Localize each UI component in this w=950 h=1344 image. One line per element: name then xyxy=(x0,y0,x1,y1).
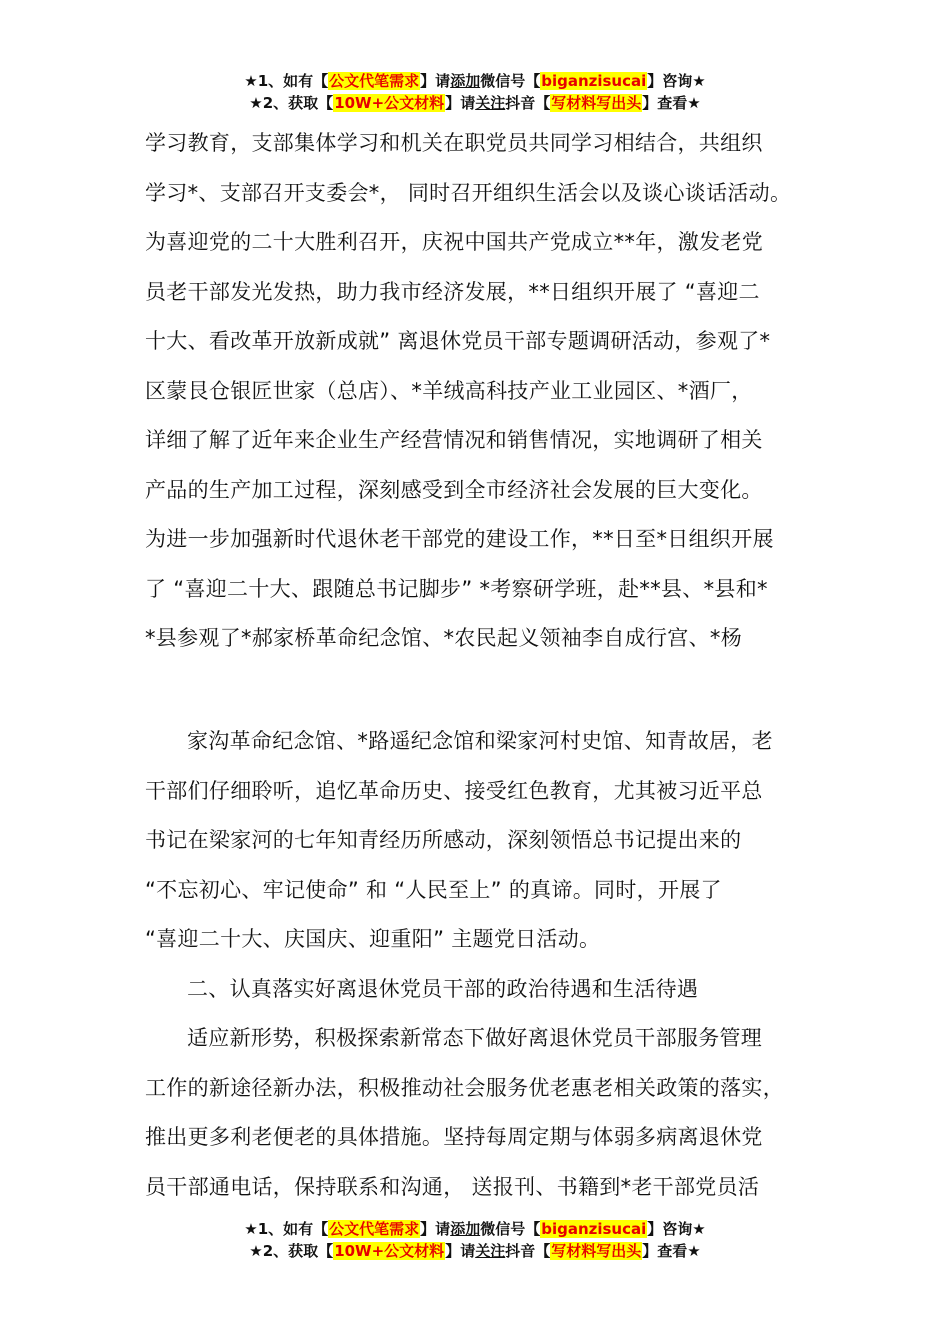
header-highlight-douyin: 写材料写出头 xyxy=(551,94,642,112)
header-highlight-service: 公文代笔需求 xyxy=(329,72,420,90)
text-line: 适应新形势，积极探索新常态下做好离退休党员干部服务管理 xyxy=(187,1026,763,1050)
header-line-2-pre: ★2、获取【 xyxy=(249,94,334,112)
header-line-1-mid2: 微信号【 xyxy=(480,72,541,90)
header-banner-top xyxy=(0,70,950,114)
text-line: *县参观了*郝家桥革命纪念馆、*农民起义领袖李自成行宫、*杨 xyxy=(145,626,742,650)
section-heading: 二、认真落实好离退休党员干部的政治待遇和生活待遇 xyxy=(187,976,699,1001)
footer-line-1-pre: ★1、如有【 xyxy=(244,1220,329,1238)
text-line: 学习教育，支部集体学习和机关在职党员共同学习相结合，共组织 xyxy=(145,131,763,155)
footer-highlight-service: 公文代笔需求 xyxy=(329,1220,420,1238)
footer-line-2-post: 】查看★ xyxy=(642,1242,701,1260)
body-section-2 xyxy=(145,717,825,1212)
text-line: 员老干部发光发热，助力我市经济发展，**日组织开展了 “喜迎二 xyxy=(145,279,760,304)
header-highlight-wechat: biganzisucai xyxy=(541,72,647,90)
footer-highlight-materials: 10W+公文材料 xyxy=(334,1242,445,1260)
text-line: 学习*、支部召开支委会*， 同时召开组织生活会以及谈心谈话活动。 xyxy=(145,180,792,205)
text-line: 工作的新途径新办法，积极推动社会服务优老惠老相关政策的落实， xyxy=(145,1075,784,1100)
header-line-2-mid1: 】请 xyxy=(445,94,476,112)
footer-line-1-mid2: 微信号【 xyxy=(480,1220,541,1238)
text-line: 了 “喜迎二十大、跟随总书记脚步” *考察研学班，赴**县、*县和* xyxy=(145,576,768,601)
header-line-1-mid1: 】请 xyxy=(420,72,451,90)
footer-line-1-mid1: 】请 xyxy=(420,1220,451,1238)
footer-underline-follow: 关注 xyxy=(475,1242,506,1260)
header-highlight-materials: 10W+公文材料 xyxy=(334,94,445,112)
text-line: “不忘初心、牢记使命” 和 “人民至上” 的真谛。同时，开展了 xyxy=(145,877,722,902)
footer-line-1-post: 】咨询★ xyxy=(647,1220,706,1238)
text-line: “喜迎二十大、庆国庆、迎重阳” 主题党日活动。 xyxy=(145,927,601,951)
text-line: 产品的生产加工过程，深刻感受到全市经济社会发展的巨大变化。 xyxy=(145,477,763,502)
header-line-2 xyxy=(0,92,950,114)
footer-line-2-pre: ★2、获取【 xyxy=(249,1242,334,1260)
text-line: 干部们仔细聆听，追忆革命历史、接受红色教育，尤其被习近平总 xyxy=(145,778,763,803)
footer-line-1 xyxy=(0,1218,950,1240)
body-section-1 xyxy=(145,119,825,664)
header-line-1-post: 】咨询★ xyxy=(647,72,706,90)
text-line: 家沟革命纪念馆、*路遥纪念馆和梁家河村史馆、知青故居，老 xyxy=(187,729,773,753)
text-line: 员干部通电话，保持联系和沟通， 送报刊、书籍到*老干部党员活 xyxy=(145,1174,760,1199)
text-line: 推出更多利老便老的具体措施。坚持每周定期与体弱多病离退休党 xyxy=(145,1125,763,1149)
text-line: 区蒙艮仓银匠世家（总店）、*羊绒高科技产业工业园区、*酒厂， xyxy=(145,378,753,403)
header-underline-add: 添加 xyxy=(450,72,481,90)
text-line: 详细了解了近年来企业生产经营情况和销售情况，实地调研了相关 xyxy=(145,428,763,452)
header-line-1-pre: ★1、如有【 xyxy=(244,72,329,90)
header-banner-bottom xyxy=(0,1218,950,1262)
header-line-2-mid2: 抖音【 xyxy=(505,94,551,112)
text-line: 为喜迎党的二十大胜利召开，庆祝中国共产党成立**年，激发老党 xyxy=(145,230,763,254)
header-underline-follow: 关注 xyxy=(475,94,506,112)
footer-line-2 xyxy=(0,1240,950,1262)
footer-line-2-mid2: 抖音【 xyxy=(505,1242,551,1260)
footer-highlight-wechat: biganzisucai xyxy=(541,1220,647,1238)
footer-highlight-douyin: 写材料写出头 xyxy=(551,1242,642,1260)
header-line-2-post: 】查看★ xyxy=(642,94,701,112)
text-line: 书记在梁家河的七年知青经历所感动，深刻领悟总书记提出来的 xyxy=(145,828,742,852)
footer-line-2-mid1: 】请 xyxy=(445,1242,476,1260)
text-line: 十大、看改革开放新成就” 离退休党员干部专题调研活动，参观了* xyxy=(145,329,771,353)
header-line-1 xyxy=(0,70,950,92)
footer-underline-add: 添加 xyxy=(450,1220,481,1238)
text-line: 为进一步加强新时代退休老干部党的建设工作，**日至*日组织开展 xyxy=(145,527,774,551)
